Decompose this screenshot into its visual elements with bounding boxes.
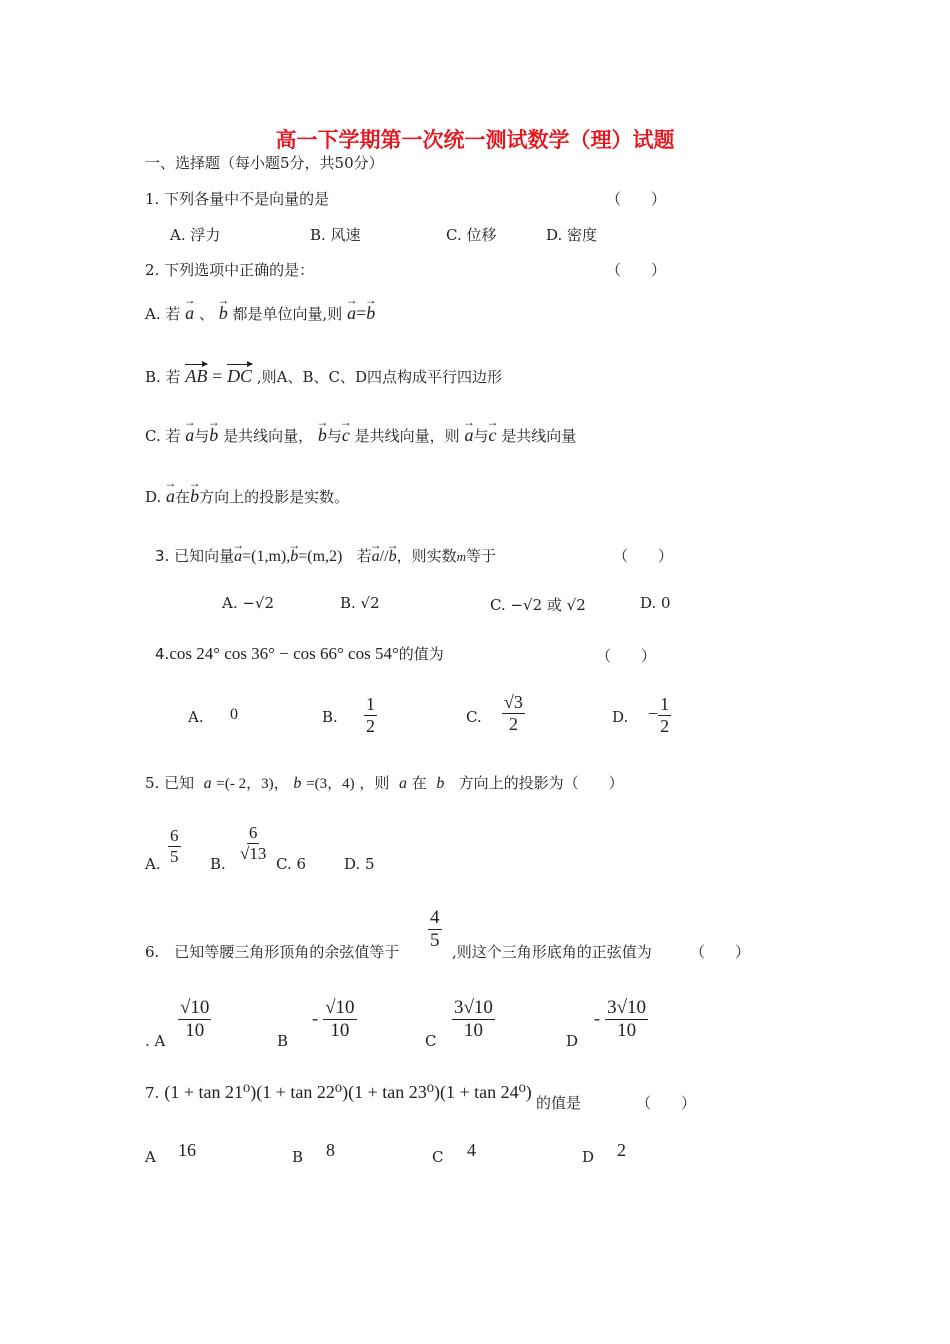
q2b-text: ,则A、B、C、D四点构成平行四边形 [256, 368, 502, 386]
q7-option-d-value: 2 [617, 1140, 626, 1160]
q5-a-value: =(- 2，3)， [216, 776, 289, 792]
q3-tail2: 等于 [465, 547, 496, 565]
q2-option-a: A. 若 → a 、 → b 都是单位向量,则 → a= → b [145, 293, 377, 323]
q2c-w1: 与 [194, 427, 210, 445]
q2-stem: 2. 下列选项中正确的是： [145, 261, 315, 279]
q5-option-b-frac: $\frac{6}{√13}$ [240, 823, 267, 863]
q1-stem: 1. 下列各量中不是向量的是 [145, 190, 330, 208]
q2c-text3: 是共线向量 [501, 427, 577, 445]
q2b-eq: = [212, 366, 223, 386]
q2d-w1: 在 [175, 488, 191, 506]
q3-option-d: D. 0 [640, 594, 671, 612]
q5-option-d: D. 5 [344, 855, 375, 873]
q7-option-b-value: 8 [326, 1140, 335, 1160]
vector-a: a [398, 775, 407, 792]
q2c-w3: 与 [473, 427, 489, 445]
q4-option-c-frac: $\frac{√3}{2}$ [504, 692, 523, 734]
q3-option-a: A. −√2 [222, 594, 275, 612]
q2a-text: 都是单位向量,则 [232, 305, 343, 323]
vector-a: → a [462, 415, 475, 445]
q6-option-c-label: C [425, 1032, 437, 1050]
q3-option-c: C. −√2 或 √2 [490, 596, 586, 614]
q3-answer-blank: （ ） [613, 547, 674, 565]
vector-a: → a [345, 293, 358, 323]
q1-option-a: A. 浮力 [170, 226, 221, 244]
q5-option-a-label: A. [145, 855, 161, 873]
q6-option-a-label: . A [145, 1032, 166, 1050]
q6-option-a-frac: $\frac{√10}{10}$ [180, 997, 210, 1041]
vector-a: → a [164, 476, 177, 506]
q4-num: 4. [155, 645, 170, 663]
vector-b: → b [386, 538, 399, 565]
q2-option-c [145, 415, 577, 446]
q6-option-b-label: B [277, 1032, 289, 1050]
q1-option-d: D. 密度 [546, 226, 598, 244]
q4-option-a-label: A. [188, 708, 204, 726]
q2d-prefix: D. [145, 488, 162, 506]
q5-stem [145, 772, 624, 793]
q4-option-a-value: 0 [230, 706, 238, 723]
q3-prefix: 3. 已知向量 [155, 547, 235, 565]
q4-stem [155, 643, 444, 664]
q2a-prefix: A. 若 [145, 305, 181, 323]
q3-stem [155, 538, 496, 566]
q2c-prefix: C. 若 [145, 427, 181, 445]
q4-expr: cos 24° cos 36° − cos 66° cos 54° [169, 644, 399, 663]
vector-ab: AB [185, 366, 208, 386]
vector-a: a [203, 775, 212, 792]
vector-b: b [293, 775, 302, 792]
q5-in: 在 [411, 774, 427, 792]
q4-option-d-label: D. [612, 708, 629, 726]
q5-b-value: =(3，4) [306, 776, 355, 792]
q4-tail: 的值为 [398, 645, 444, 663]
q7-num: 7. [145, 1084, 160, 1102]
q2c-w2: 与 [326, 427, 342, 445]
vector-a: → a [183, 293, 196, 323]
q4-answer-blank: （ ） [596, 647, 657, 665]
vector-dc: DC [227, 366, 253, 386]
q6-option-c-frac: $\frac{3√10}{10}$ [454, 997, 493, 1041]
q3-vec-a-expr: =(1,m), [242, 548, 291, 565]
page-title: 高一下学期第一次统一测试数学（理）试题 [275, 128, 675, 152]
q6-option-d-frac: - $\frac{3√10}{10}$ [594, 997, 647, 1041]
vector-b: → b [207, 415, 220, 445]
q6-option-d-label: D [566, 1032, 579, 1050]
q7-option-d-label: D [582, 1148, 595, 1166]
vector-a: → a [369, 538, 382, 565]
q3-vec-b-expr: =(m,2) [298, 548, 343, 565]
q5-mid: ，则 [359, 774, 390, 792]
q5-tail: 方向上的投影为（ ） [458, 774, 624, 792]
q2-option-d [145, 476, 350, 507]
q7-option-c-value: 4 [467, 1140, 476, 1160]
q3-var: m [456, 549, 466, 564]
q5-prefix: 5. 已知 [145, 774, 195, 792]
q3-option-b: B. √2 [340, 594, 380, 612]
q7-stem-tail: 的值是 [536, 1094, 582, 1112]
q7-expr: (1 + tan 21⁰)(1 + tan 22⁰)(1 + tan 23⁰)(1 + tan 24⁰) [164, 1082, 532, 1102]
section-heading: 一、选择题（每小题5分，共50分） [145, 154, 384, 172]
q7-option-a-value: 16 [178, 1140, 196, 1160]
q3-parallel: // [379, 548, 389, 565]
vector-b: b [436, 775, 445, 792]
q7-option-c-label: C [432, 1148, 444, 1166]
q3-cond: 若 [356, 547, 372, 565]
q4-option-d-frac: − $\frac{1}{2}$ [648, 694, 670, 736]
vector-a: → a [183, 415, 196, 445]
q6-answer-blank: （ ） [690, 943, 751, 961]
vector-c: → c [486, 415, 499, 445]
q4-option-b-frac: $\frac{1}{2}$ [366, 694, 375, 736]
vector-b: → b [217, 293, 230, 323]
q6-stem-tail: ,则这个三角形底角的正弦值为 [452, 943, 652, 961]
vector-c: → c [339, 415, 352, 445]
q2c-text2: 是共线向量，则 [354, 427, 460, 445]
q7-answer-blank: （ ） [636, 1094, 697, 1112]
q2b-prefix: B. 若 [145, 368, 181, 386]
q2-answer-blank: （ ） [606, 261, 667, 279]
q5-option-c: C. 6 [276, 855, 307, 873]
q1-option-c: C. 位移 [446, 226, 497, 244]
q2a-mid: 、 [198, 305, 214, 323]
q1-answer-blank: （ ） [606, 190, 667, 208]
vector-b: → b [288, 538, 301, 565]
vector-b: → b [364, 293, 377, 323]
q7-option-b-label: B [292, 1148, 304, 1166]
q7-option-a-label: A [145, 1148, 156, 1166]
q1-option-b: B. 风速 [310, 226, 361, 244]
vector-b: → b [188, 476, 201, 506]
vector-a: → a [232, 538, 245, 565]
q4-option-b-label: B. [322, 708, 338, 726]
q6-stem-prefix: 6. 已知等腰三角形顶角的余弦值等于 [145, 943, 400, 961]
q6-frac: $\frac{4}{5}$ [430, 907, 440, 951]
q2-option-b [145, 364, 502, 387]
q2d-text: 方向上的投影是实数。 [199, 488, 350, 506]
vector-b: → b [316, 415, 329, 445]
q6-option-b-frac: - $\frac{√10}{10}$ [312, 997, 355, 1041]
q5-option-b-label: B. [210, 855, 226, 873]
q4-option-c-label: C. [466, 708, 482, 726]
q2c-text1: 是共线向量， [223, 427, 314, 445]
q5-option-a-frac: $\frac{6}{5}$ [170, 826, 179, 866]
q3-tail: ，则实数 [396, 547, 457, 565]
q7-stem [145, 1082, 532, 1103]
